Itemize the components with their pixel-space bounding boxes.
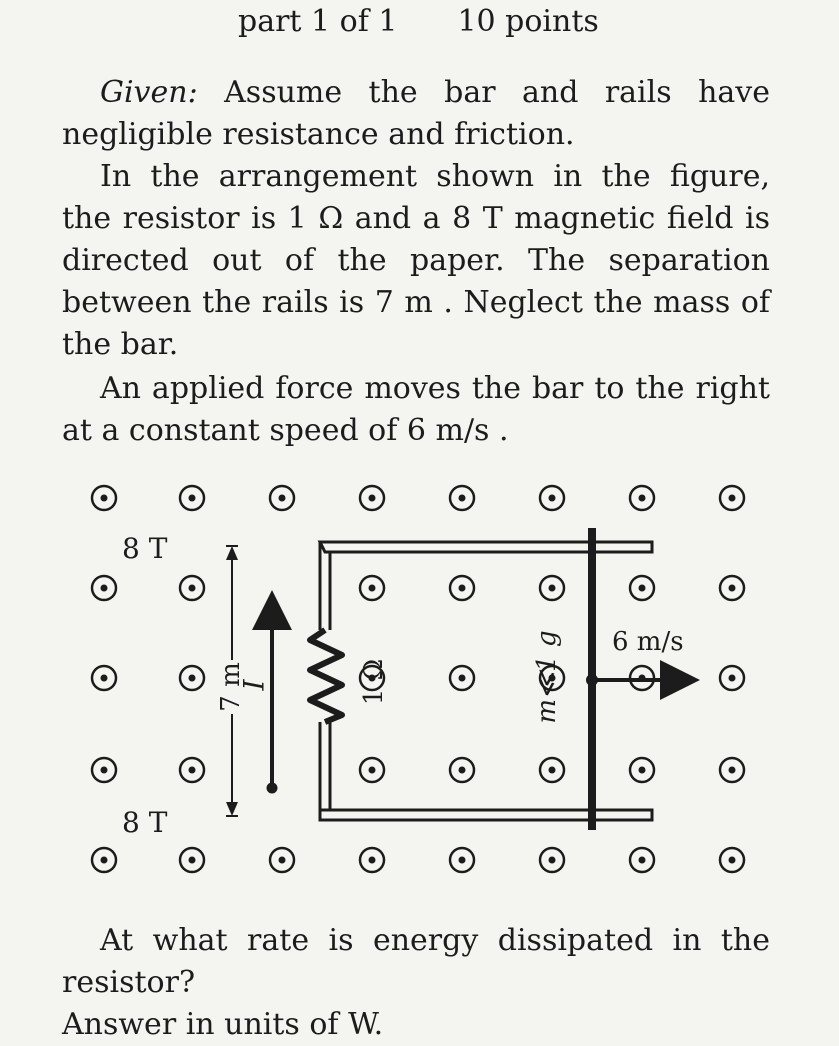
field-dot-center	[639, 857, 646, 864]
field-dot-center	[101, 675, 108, 682]
field-dot-center	[459, 495, 466, 502]
field-dot-center	[369, 857, 376, 864]
given-label: Given:	[100, 75, 198, 110]
part-label: part 1 of 1	[238, 4, 398, 39]
field-dot-center	[101, 495, 108, 502]
field-dot-center	[549, 857, 556, 864]
answer-units: Answer in units of W.	[62, 1007, 384, 1042]
question-text: At what rate is energy dissipated in the resistor?	[62, 923, 770, 1000]
field-dot-center	[639, 767, 646, 774]
field-dot-center	[279, 495, 286, 502]
force-paragraph	[62, 368, 770, 452]
field-dot-center	[549, 585, 556, 592]
field-dot-center	[729, 495, 736, 502]
field-dot-center	[101, 585, 108, 592]
field-label-top: 8 T	[122, 532, 168, 565]
points-label: 10 points	[457, 4, 599, 39]
circuit-diagram	[60, 470, 790, 900]
field-dot-center	[729, 585, 736, 592]
circuit-figure	[60, 470, 790, 900]
resistor-zigzag	[310, 630, 342, 722]
problem-header	[238, 4, 599, 39]
field-dot-center	[459, 675, 466, 682]
field-dot-center	[189, 495, 196, 502]
field-dot-center	[459, 585, 466, 592]
field-dot-center	[189, 857, 196, 864]
field-label-bottom: 8 T	[122, 806, 168, 839]
resistor-label: 1 Ω	[359, 658, 389, 706]
field-dot-center	[729, 767, 736, 774]
given-text-2: In the arrangement shown in the figure, the resistor is 1 Ω and a 8 T magnetic field is directed out of the paper. The separation between the rails is 7 m . Neglect the mass of the bar.	[62, 159, 770, 362]
field-dot-center	[189, 585, 196, 592]
field-dot-center	[459, 767, 466, 774]
field-dot-center	[101, 767, 108, 774]
top-rail	[320, 542, 652, 552]
field-dot-center	[369, 495, 376, 502]
force-text: An applied force moves the bar to the right at a constant speed of 6 m/s .	[62, 371, 770, 448]
bottom-rail	[320, 810, 652, 820]
field-dot-center	[729, 675, 736, 682]
field-dot-center	[549, 767, 556, 774]
field-dot-center	[279, 857, 286, 864]
field-dot-center	[101, 857, 108, 864]
given-text-1: Assume the bar and rails have negligible resistance and friction.	[62, 75, 770, 152]
speed-label: 6 m/s	[612, 627, 684, 657]
field-dot-center	[189, 675, 196, 682]
mass-label: m≪1 g	[532, 630, 562, 724]
current-arrow-tail	[267, 783, 278, 794]
field-dot-center	[189, 767, 196, 774]
given-paragraph	[62, 72, 770, 366]
field-dot-center	[459, 857, 466, 864]
current-label: I	[237, 679, 271, 691]
field-dot-center	[369, 767, 376, 774]
question-paragraph	[62, 920, 770, 1046]
field-dot-center	[369, 585, 376, 592]
field-dot-center	[549, 495, 556, 502]
field-dot-center	[639, 585, 646, 592]
field-dot-center	[729, 857, 736, 864]
field-dot-center	[639, 495, 646, 502]
separation-label: 7 m	[216, 662, 246, 712]
